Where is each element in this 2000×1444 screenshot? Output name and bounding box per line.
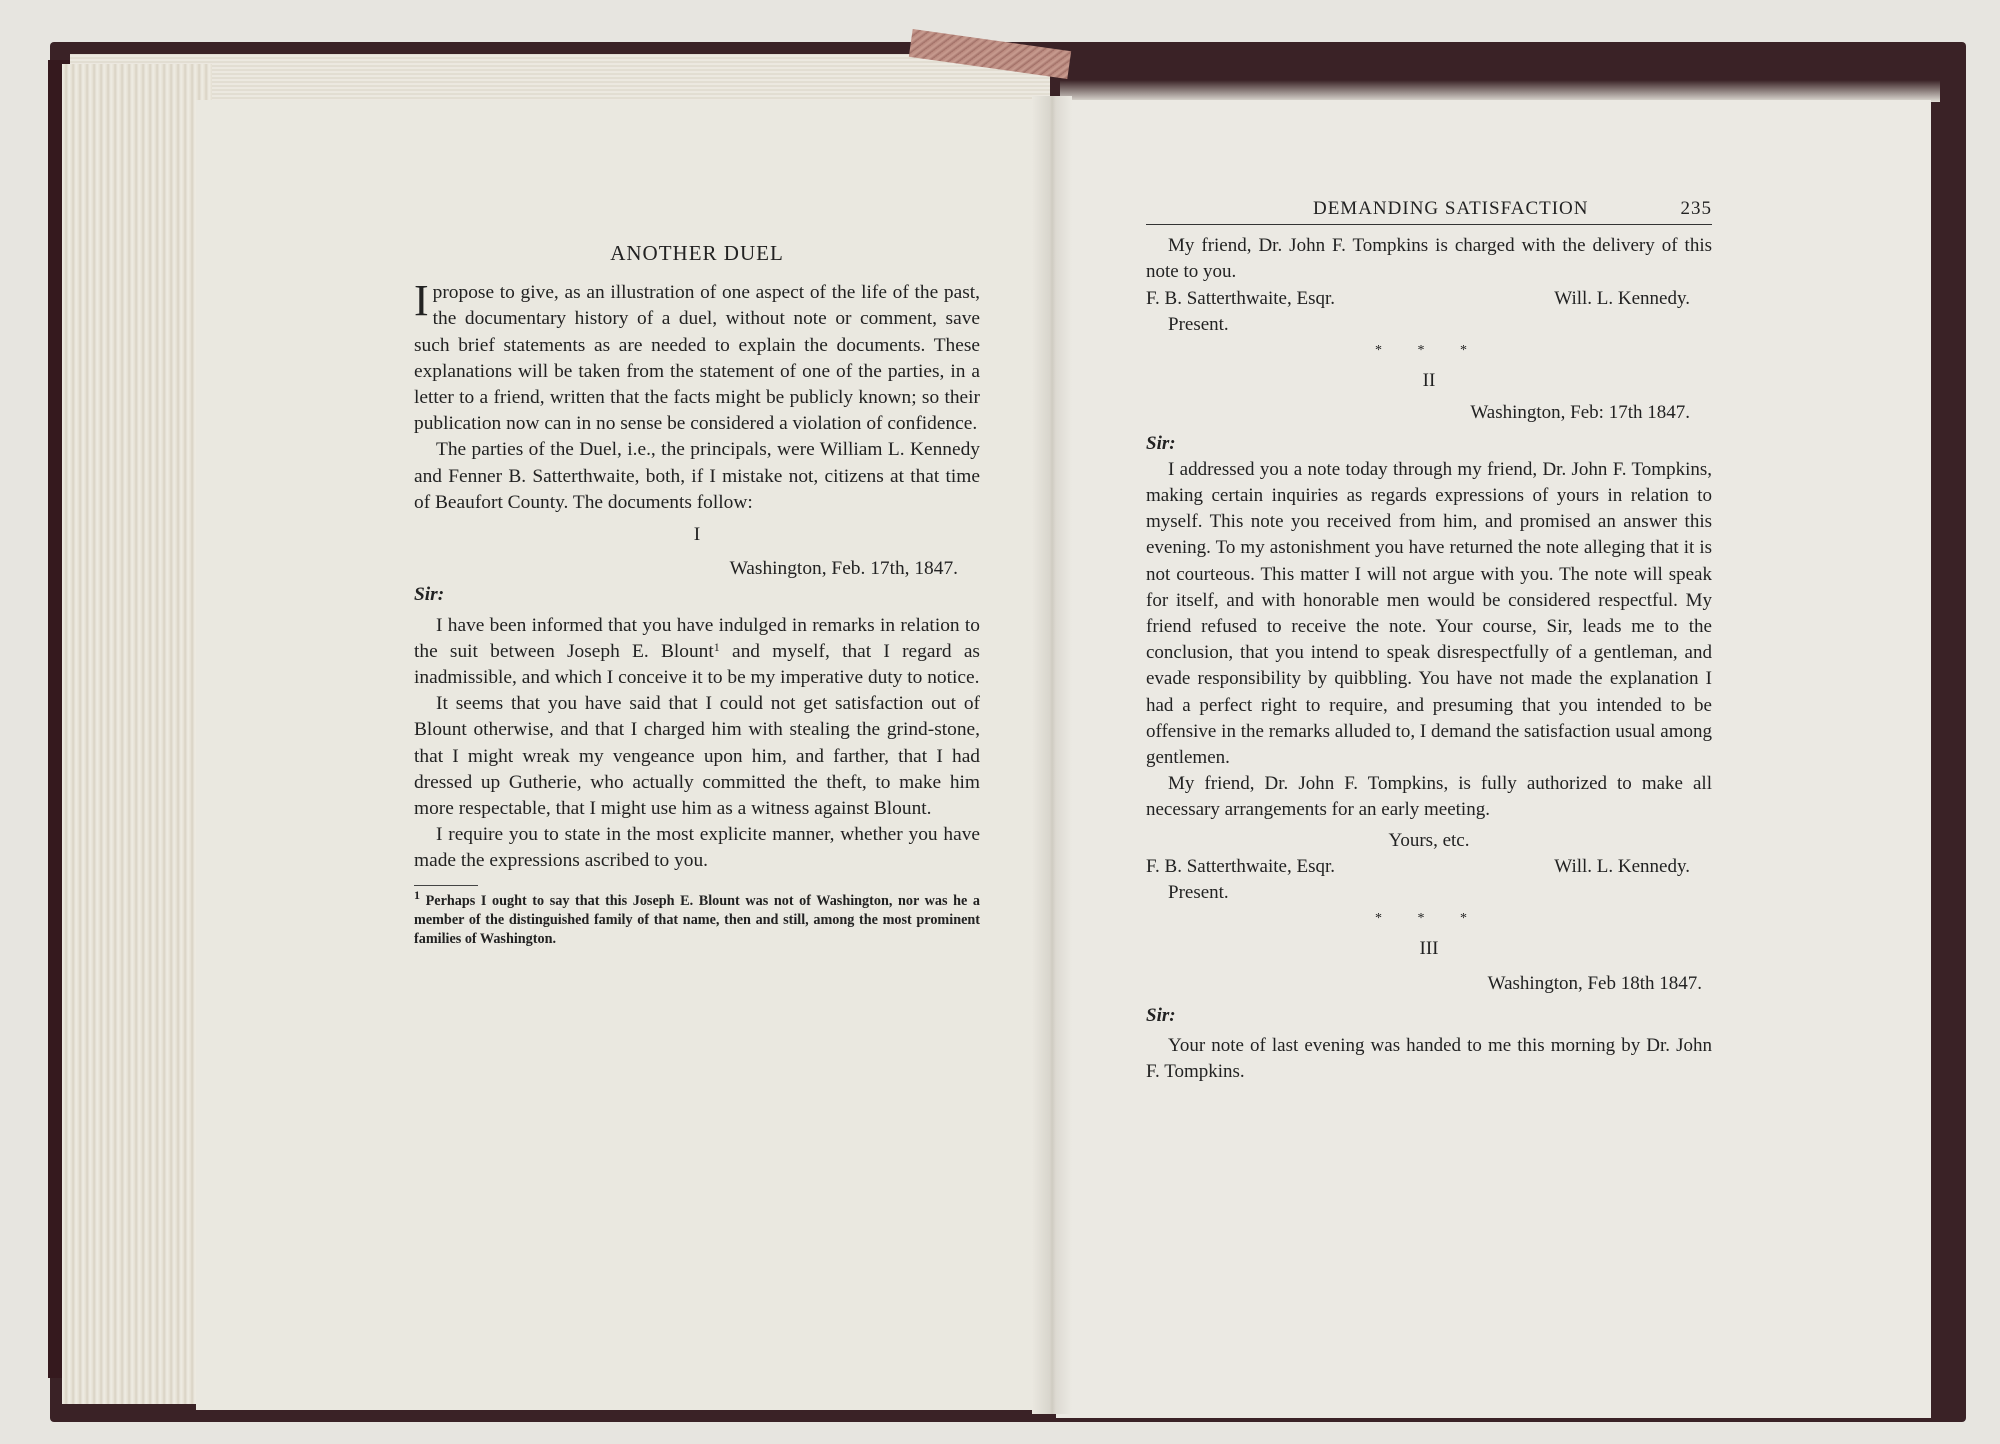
running-head-title: DEMANDING SATISFACTION	[1312, 198, 1589, 219]
signer: Will. L. Kennedy.	[1554, 287, 1690, 309]
letter-2-paragraph-1: I addressed you a note today through my friend, Dr. John F. Tompkins, making certain inquiries as regards expressions of yours in relation to myself. This note you received from him, and promised an answer this evening. To my astonishment you have returned the note alleging that it is not courteous. This matter I will not argue with you. The note will speak for itself, and with honorable men would be considered respectful. My friend refused to receive the note. Your course, Sir, leads me to the conclusion, that you intend to speak disrespectfully of a gentleman, and evade responsibility by quibbling. You have not made the explanation I had a perfect right to require, and presuming that you intended to be offensive in the remarks alluded to, I demand the satisfaction usual among gentlemen.	[1146, 458, 1712, 769]
letter-paragraph-3: I require you to state in the most explicite manner, whether you have made the expressions ascribed to you.	[414, 824, 980, 872]
document-date-3: Washington, Feb 18th 1847.	[1487, 972, 1702, 994]
document-numeral-3: III	[1419, 938, 1439, 960]
signer-2: Will. L. Kennedy.	[1554, 855, 1690, 877]
continuation-paragraph: My friend, Dr. John F. Tompkins is charged with the delivery of this note to you.	[1146, 235, 1712, 283]
addressee: F. B. Satterthwaite, Esqr.	[1146, 287, 1335, 309]
page-number: 235	[1680, 198, 1712, 219]
running-head	[1146, 196, 1712, 225]
section-separator: * * *	[1375, 343, 1483, 359]
para1-text-a: I have been informed that you have indulged in remarks in relation to the suit between Joseph E. Blount	[414, 614, 980, 662]
letter-paragraph-2: It seems that you have said that I could not get satisfaction out of Blount otherwise, and that I charged him with stealing the grind-stone, that I might wreak my vengeance upon him, and farther, that I had dressed up Gutherie, who actually committed the theft, to make him more respectable, that I might use him as a witness against Blount.	[414, 693, 980, 820]
letter-2-paragraph-2: My friend, Dr. John F. Tompkins, is fully authorized to make all necessary arrangements for an early meeting.	[1146, 773, 1712, 821]
addressee-2: F. B. Satterthwaite, Esqr.	[1146, 855, 1335, 877]
parties-paragraph: The parties of the Duel, i.e., the principals, were William L. Kennedy and Fenner B. Satterthwaite, both, if I mistake not, citizens at that time of Beaufort County. The documents follow:	[414, 439, 980, 513]
document-numeral-2: II	[1422, 370, 1436, 392]
signature-line-1	[1146, 286, 1712, 312]
letter-paragraph-1	[414, 613, 980, 692]
signature-line-2	[1146, 854, 1712, 880]
closing: Yours, etc.	[1388, 829, 1470, 851]
document-date-2: Washington, Feb: 17th 1847.	[1470, 402, 1690, 424]
salutation: Sir:	[414, 584, 445, 606]
intro-text: propose to give, as an illustration of one aspect of the life of the past, the documentary history of a duel, without note or comment, save such brief statements as are needed to explain the documents. These explanations will be taken from the statement of one of the parties, in a letter to a friend, written that the facts might be publicly known; so their publication now can in no sense be considered a violation of confidence.	[414, 282, 980, 435]
page-edges-top	[70, 54, 1050, 104]
cover-top-right	[1060, 80, 1940, 102]
left-page-text	[414, 240, 980, 950]
section-separator-2: * * *	[1375, 911, 1483, 927]
document-numeral: I	[693, 524, 701, 546]
page-edges-left	[62, 64, 212, 1404]
drop-cap: I	[414, 276, 429, 326]
footnote-divider	[414, 885, 478, 886]
salutation-3: Sir:	[1146, 1004, 1176, 1026]
chapter-title: ANOTHER DUEL	[610, 241, 784, 265]
para1-text-b: and myself, that I regard as inadmissible, and which I conceive it to be my imperative duty to notice.	[414, 640, 980, 689]
right-page-text	[1146, 196, 1712, 1086]
letter-3-paragraph-1: Your note of last evening was handed to me this morning by Dr. John F. Tompkins.	[1146, 1035, 1712, 1083]
present-label: Present.	[1168, 313, 1229, 335]
book-gutter	[1032, 96, 1072, 1414]
intro-paragraph	[414, 276, 980, 437]
present-label-2: Present.	[1168, 882, 1229, 904]
footnote-text: Perhaps I ought to say that this Joseph E. Blount was not of Washington, nor was he a member of the distinguished family of that name, then and still, among the most prominent families of Washington.	[414, 892, 980, 948]
document-date: Washington, Feb. 17th, 1847.	[729, 558, 958, 580]
salutation-2: Sir:	[1146, 432, 1176, 454]
footnote-reference: 1	[713, 639, 720, 654]
footnote-mark: 1	[414, 887, 420, 902]
footnote	[414, 887, 980, 950]
